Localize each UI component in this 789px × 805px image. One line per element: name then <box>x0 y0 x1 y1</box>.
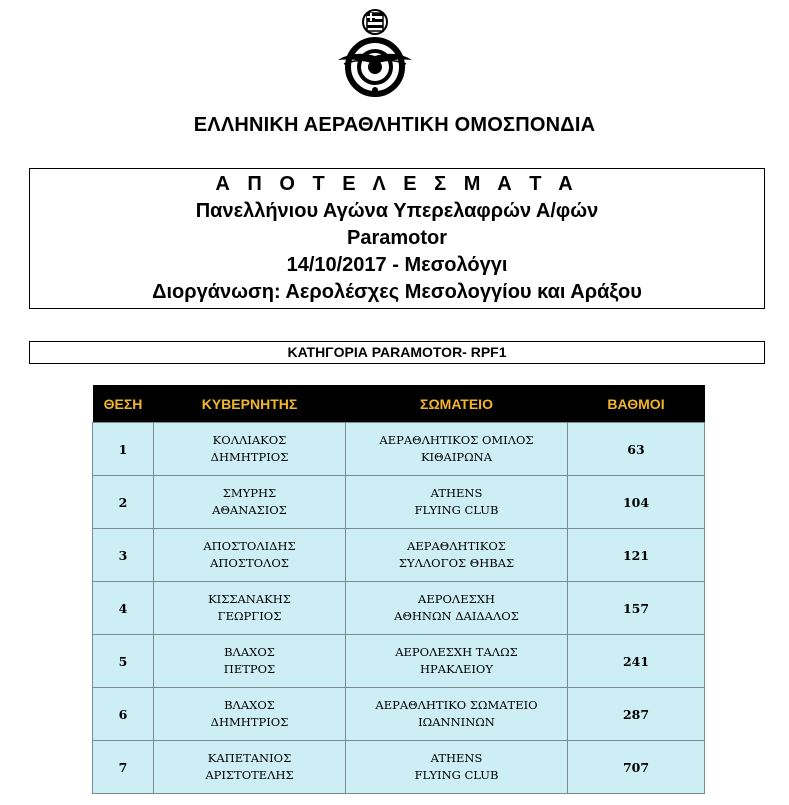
club-line-2: ΗΡΑΚΛΕΙΟΥ <box>420 662 493 676</box>
cell-pilot <box>154 529 346 582</box>
cell-position: 3 <box>93 529 154 582</box>
pilot-firstname: ΓΕΩΡΓΙΟΣ <box>217 609 282 623</box>
club-line-1: ΑΕΡΑΘΛΗΤΙΚΟ ΣΩΜΑΤΕΙΟ <box>375 698 538 712</box>
club-line-2: ΣΥΛΛΟΓΟΣ ΘΗΒΑΣ <box>398 556 515 570</box>
table-row <box>93 635 705 688</box>
club-line-1: ATHENS <box>430 486 483 500</box>
pilot-surname: ΚΟΛΛΙΑΚΟΣ <box>212 433 287 447</box>
cell-position: 2 <box>93 476 154 529</box>
club-line-1: ΑΕΡΟΛΕΣΧΗ ΤΑΛΩΣ <box>395 645 518 659</box>
pilot-surname: ΑΠΟΣΤΟΛΙΔΗΣ <box>203 539 296 553</box>
header-pilot: ΚΥΒΕΡΝΗΤΗΣ <box>154 385 346 423</box>
club-line-2: ΑΘΗΝΩΝ ΔΑΙΔΑΛΟΣ <box>394 609 519 623</box>
club-line-2: ΙΩΑΝΝΙΝΩΝ <box>418 715 495 729</box>
pilot-surname: ΚΙΣΣΑΝΑΚΗΣ <box>208 592 291 606</box>
club-line-2: ΚΙΘΑΙΡΩΝΑ <box>420 450 493 464</box>
cell-position: 7 <box>93 741 154 794</box>
federation-emblem-logo <box>334 4 416 98</box>
cell-position: 6 <box>93 688 154 741</box>
table-row <box>93 476 705 529</box>
table-row <box>93 529 705 582</box>
table-row <box>93 423 705 476</box>
table-header-row <box>93 385 705 423</box>
club-line-1: ATHENS <box>430 751 483 765</box>
results-heading: Α Π Ο Τ Ε Λ Ε Σ Μ Α Τ Α <box>215 173 579 195</box>
cell-points: 63 <box>568 423 705 476</box>
cell-club <box>346 688 568 741</box>
pilot-firstname: ΔΗΜΗΤΡΙΟΣ <box>210 715 289 729</box>
cell-position: 4 <box>93 582 154 635</box>
club-line-2: FLYING CLUB <box>414 768 499 782</box>
cell-pilot <box>154 741 346 794</box>
results-table <box>92 385 705 794</box>
pilot-firstname: ΑΠΟΣΤΟΛΟΣ <box>210 556 289 570</box>
club-line-1: ΑΕΡΑΘΛΗΤΙΚΟΣ <box>407 539 506 553</box>
cell-club <box>346 635 568 688</box>
federation-title: ΕΛΛΗΝΙΚΗ ΑΕΡΑΘΛΗΤΙΚΗ ΟΜΟΣΠΟΝΔΙΑ <box>193 114 596 136</box>
discipline-name: Paramotor <box>346 227 448 249</box>
table-row <box>93 688 705 741</box>
pilot-firstname: ΑΘΑΝΑΣΙΟΣ <box>212 503 287 517</box>
header-points: ΒΑΘΜΟΙ <box>568 385 705 423</box>
cell-pilot <box>154 582 346 635</box>
cell-pilot <box>154 476 346 529</box>
cell-points: 104 <box>568 476 705 529</box>
competition-name: Πανελλήνιου Αγώνα Υπερελαφρών Α/φών <box>195 200 599 222</box>
event-organizer: Διοργάνωση: Αερολέσχες Μεσολογγίου και Αράξου <box>152 281 642 303</box>
cell-club <box>346 423 568 476</box>
header-position: ΘΕΣΗ <box>93 385 154 423</box>
header-club: ΣΩΜΑΤΕΙΟ <box>346 385 568 423</box>
cell-club <box>346 582 568 635</box>
event-info-box <box>29 168 765 309</box>
event-date-place: 14/10/2017 - Μεσολόγγι <box>286 254 508 276</box>
club-line-1: ΑΕΡΟΛΕΣΧΗ <box>418 592 495 606</box>
cell-points: 287 <box>568 688 705 741</box>
cell-pilot <box>154 635 346 688</box>
pilot-surname: ΒΛΑΧΟΣ <box>224 698 275 712</box>
cell-club <box>346 476 568 529</box>
club-line-1: ΑΕΡΑΘΛΗΤΙΚΟΣ ΟΜΙΛΟΣ <box>379 433 534 447</box>
cell-points: 241 <box>568 635 705 688</box>
pilot-surname: ΒΛΑΧΟΣ <box>224 645 275 659</box>
club-line-2: FLYING CLUB <box>414 503 499 517</box>
cell-position: 5 <box>93 635 154 688</box>
pilot-surname: ΣΜΥΡΗΣ <box>222 486 277 500</box>
pilot-firstname: ΑΡΙΣΤΟΤΕΛΗΣ <box>205 768 294 782</box>
cell-pilot <box>154 688 346 741</box>
pilot-surname: ΚΑΠΕΤΑΝΙΟΣ <box>207 751 292 765</box>
category-label: ΚΑΤΗΓΟΡΙΑ PARAMOTOR- RPF1 <box>29 341 765 364</box>
pilot-firstname: ΔΗΜΗΤΡΙΟΣ <box>210 450 289 464</box>
cell-position: 1 <box>93 423 154 476</box>
cell-points: 157 <box>568 582 705 635</box>
table-row <box>93 741 705 794</box>
cell-pilot <box>154 423 346 476</box>
cell-points: 121 <box>568 529 705 582</box>
table-row <box>93 582 705 635</box>
pilot-firstname: ΠΕΤΡΟΣ <box>223 662 276 676</box>
cell-club <box>346 741 568 794</box>
cell-club <box>346 529 568 582</box>
cell-points: 707 <box>568 741 705 794</box>
